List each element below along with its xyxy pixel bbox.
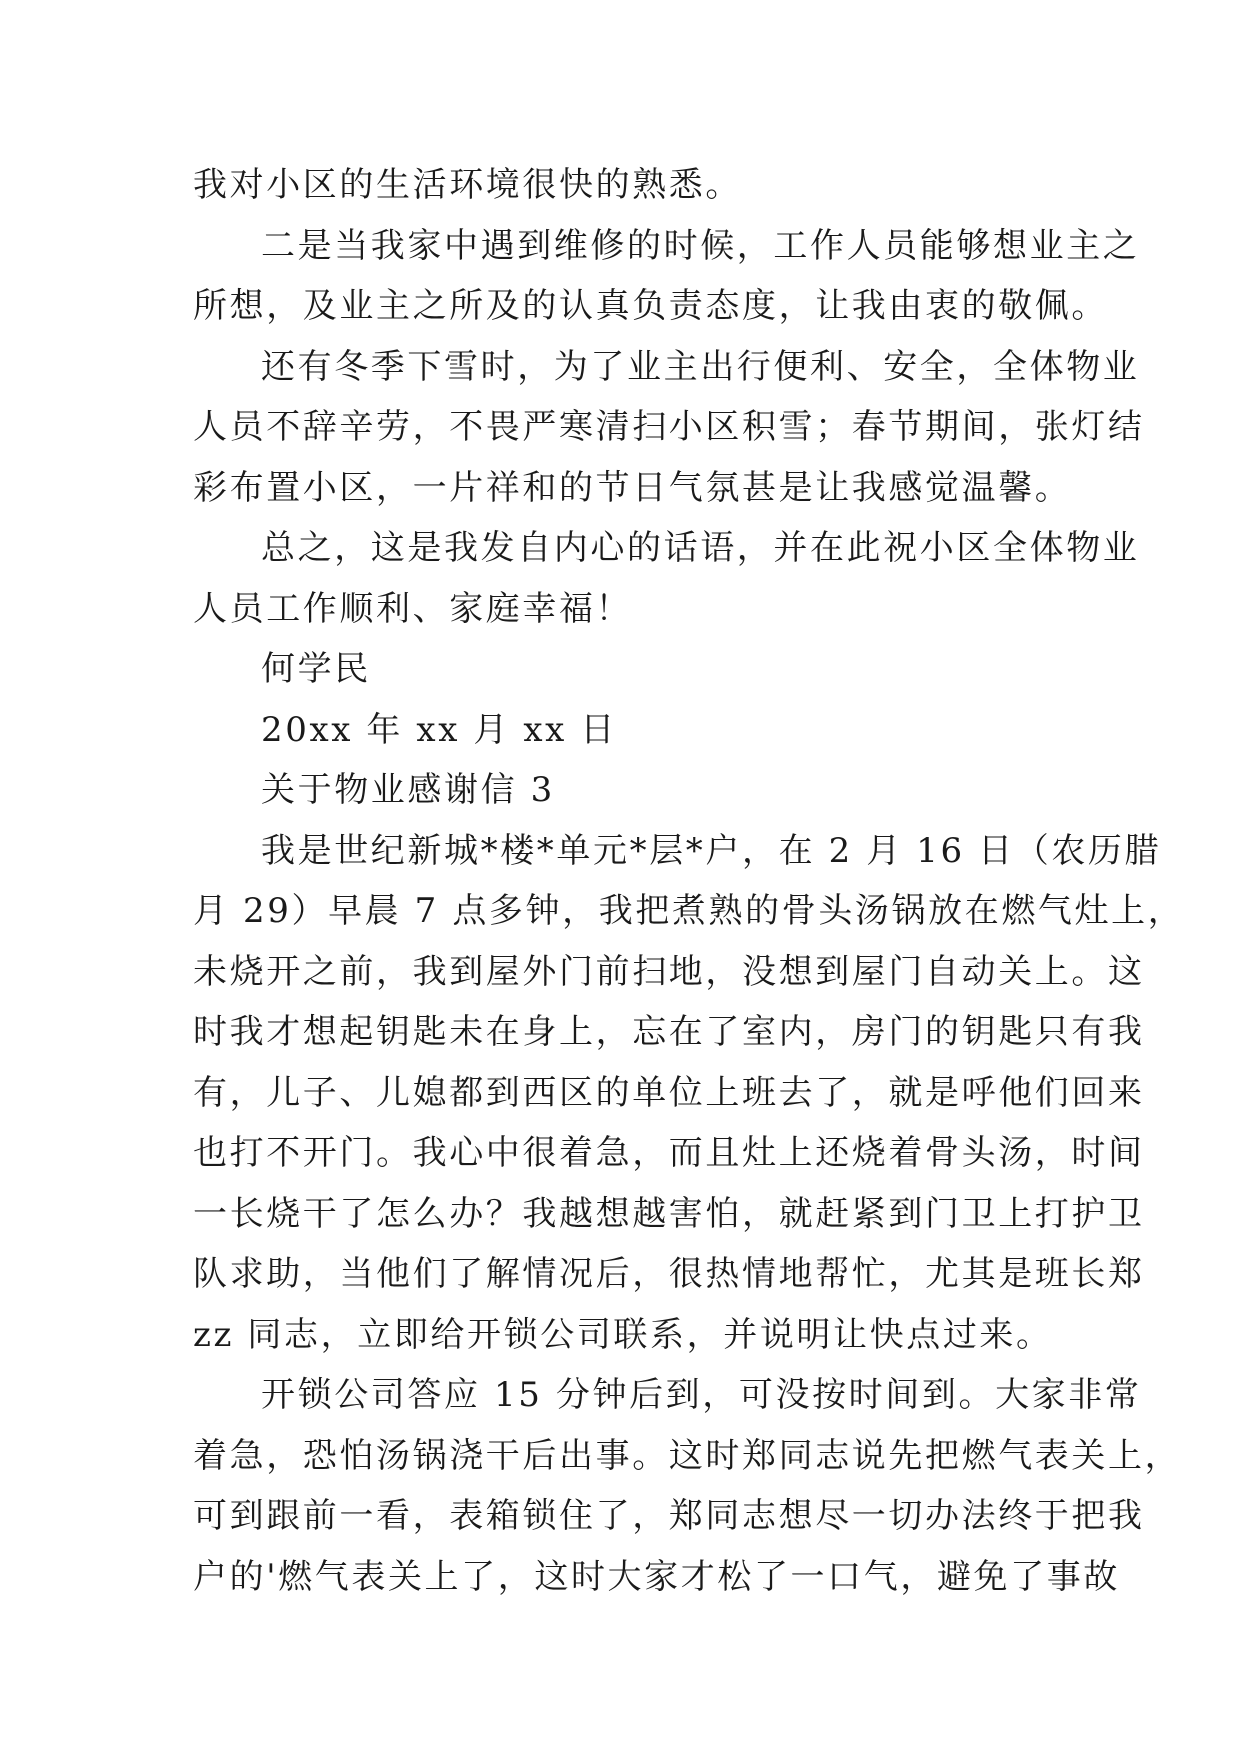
text-line: zz 同志，立即给开锁公司联系，并说明让快点过来。 [193, 1314, 1053, 1355]
paragraph [193, 216, 1140, 337]
text-line: 总之，这是我发自内心的话语，并在此祝小区全体物业 [261, 528, 1140, 568]
signature-date [193, 700, 1073, 761]
paragraph [193, 155, 1073, 216]
text-line: 时我才想起钥匙未在身上，忘在了室内，房门的钥匙只有我 [193, 1012, 1145, 1052]
text-line: 二是当我家中遇到维修的时候，工作人员能够想业主之 [261, 225, 1140, 266]
text-line: 彩布置小区，一片祥和的节日气氛甚是让我感觉温馨。 [193, 467, 1072, 508]
text-line: 我是世纪新城*楼*单元*层*户，在 2 月 16 日（农历腊 [261, 830, 1162, 871]
text-line: 人员工作顺利、家庭幸福！ [193, 588, 633, 629]
text-line: 我对小区的生活环境很快的熟悉。 [193, 165, 742, 205]
section-title [193, 760, 1073, 821]
text-line: 一长烧干了怎么办？我越想越害怕，就赶紧到门卫上打护卫 [193, 1193, 1145, 1234]
text-line: 开锁公司答应 15 分钟后到，可没按时间到。大家非常 [261, 1375, 1142, 1415]
text-line: 队求助，当他们了解情况后，很热情地帮忙，尤其是班长郑 [193, 1254, 1145, 1294]
text-line: 月 29）早晨 7 点多钟，我把煮熟的骨头汤锅放在燃气灶上， [193, 891, 1185, 931]
document-body [193, 155, 1185, 1607]
paragraph [193, 821, 1185, 1366]
text-line: 人员不辞辛劳，不畏严寒清扫小区积雪；春节期间，张灯结 [193, 407, 1145, 447]
text-line: 还有冬季下雪时，为了业主出行便利、安全，全体物业 [261, 346, 1140, 387]
paragraph [193, 337, 1145, 519]
text-line: 户的'燃气表关上了，这时大家才松了一口气，避免了事故 [193, 1556, 1120, 1597]
text-line: 关于物业感谢信 3 [261, 770, 555, 810]
text-line: 可到跟前一看，表箱锁住了，郑同志想尽一切办法终于把我 [193, 1496, 1145, 1536]
text-line: 20xx 年 xx 月 xx 日 [261, 709, 617, 750]
text-line: 未烧开之前，我到屋外门前扫地，没想到屋门自动关上。这 [193, 951, 1145, 992]
text-line: 何学民 [261, 649, 371, 689]
text-line: 有，儿子、儿媳都到西区的单位上班去了，就是呼他们回来 [193, 1072, 1145, 1113]
text-line: 着急，恐怕汤锅浇干后出事。这时郑同志说先把燃气表关上， [193, 1435, 1182, 1476]
paragraph [193, 1365, 1182, 1607]
signature-name [193, 639, 1073, 700]
paragraph [193, 518, 1140, 639]
text-line: 也打不开门。我心中很着急，而且灶上还烧着骨头汤，时间 [193, 1133, 1145, 1173]
text-line: 所想，及业主之所及的认真负责态度，让我由衷的敬佩。 [193, 286, 1108, 326]
